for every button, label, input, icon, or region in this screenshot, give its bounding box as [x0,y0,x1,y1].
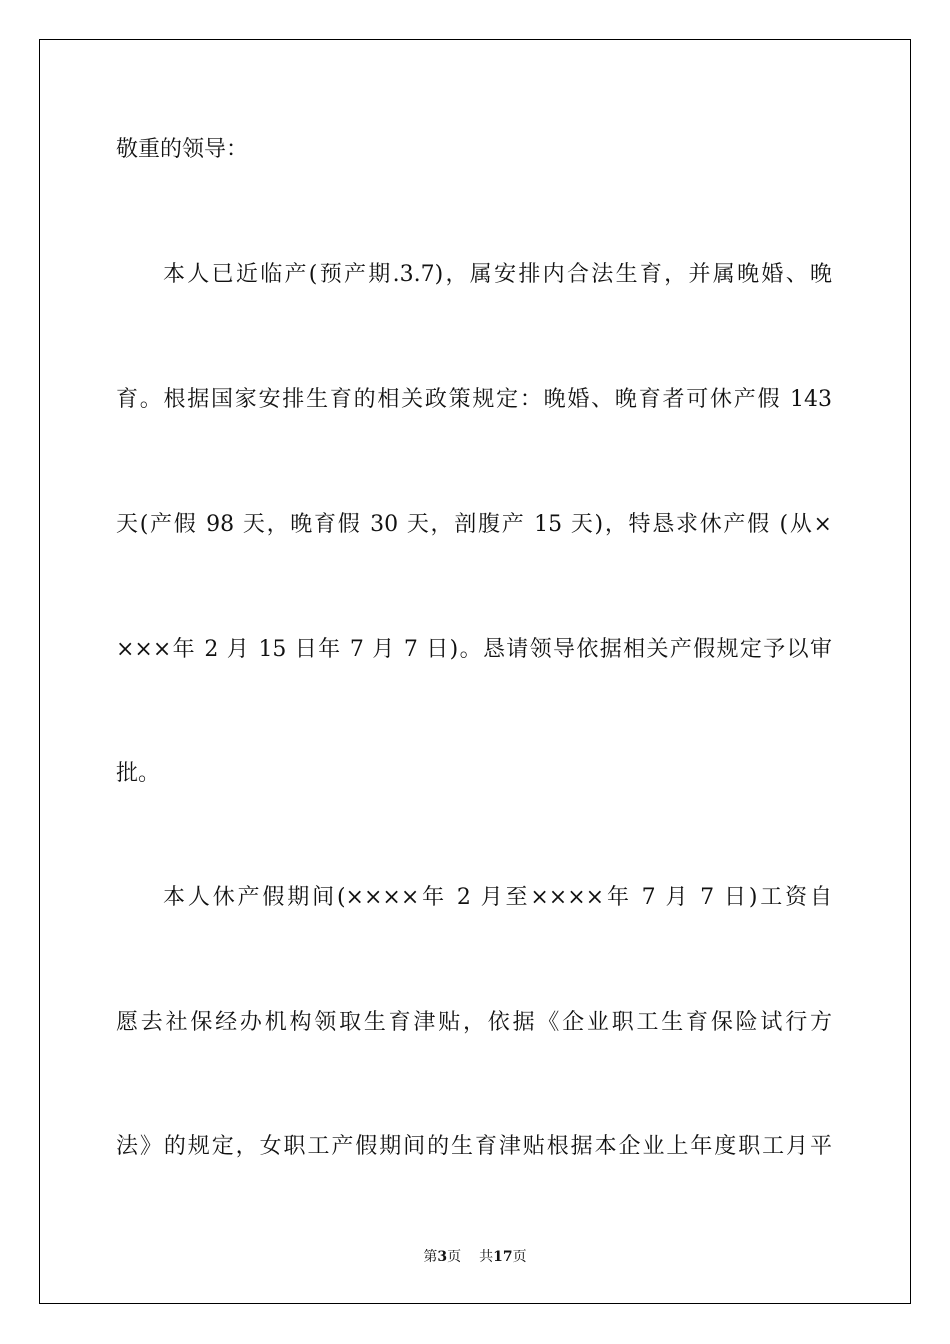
salutation-line: 敬重的领导： [116,137,249,162]
total-pages: 17 [493,1249,513,1265]
body-line-1: 本人已近临产(预产期.3.7)，属安排内合法生育，并属晚婚、晚 [163,262,832,287]
body-line-2: 育。根据国家安排生育的相关政策规定：晚婚、晚育者可休产假 143 [116,387,832,412]
body-line-7: 愿去社保经办机构领取生育津贴，依据《企业职工生育保险试行方 [116,1010,832,1035]
body-line-5: 批。 [116,761,161,786]
total-prefix: 共 [479,1249,494,1265]
body-line-6: 本人休产假期间(××××年 2 月至××××年 7 月 7 日)工资自 [163,885,832,910]
page-prefix: 第 [423,1249,438,1265]
page-number: 3 [437,1249,448,1265]
body-line-8: 法》的规定，女职工产假期间的生育津贴根据本企业上年度职工月平 [116,1134,832,1159]
page-border [39,39,911,1304]
page-suffix: 页 [447,1249,462,1265]
page-footer [0,1247,950,1267]
body-line-3: 天(产假 98 天，晚育假 30 天，剖腹产 15 天)，特恳求休产假 (从× [116,512,832,537]
body-line-4: ×××年 2 月 15 日年 7 月 7 日)。恳请领导依据相关产假规定予以审 [116,637,832,662]
total-suffix: 页 [512,1249,527,1265]
